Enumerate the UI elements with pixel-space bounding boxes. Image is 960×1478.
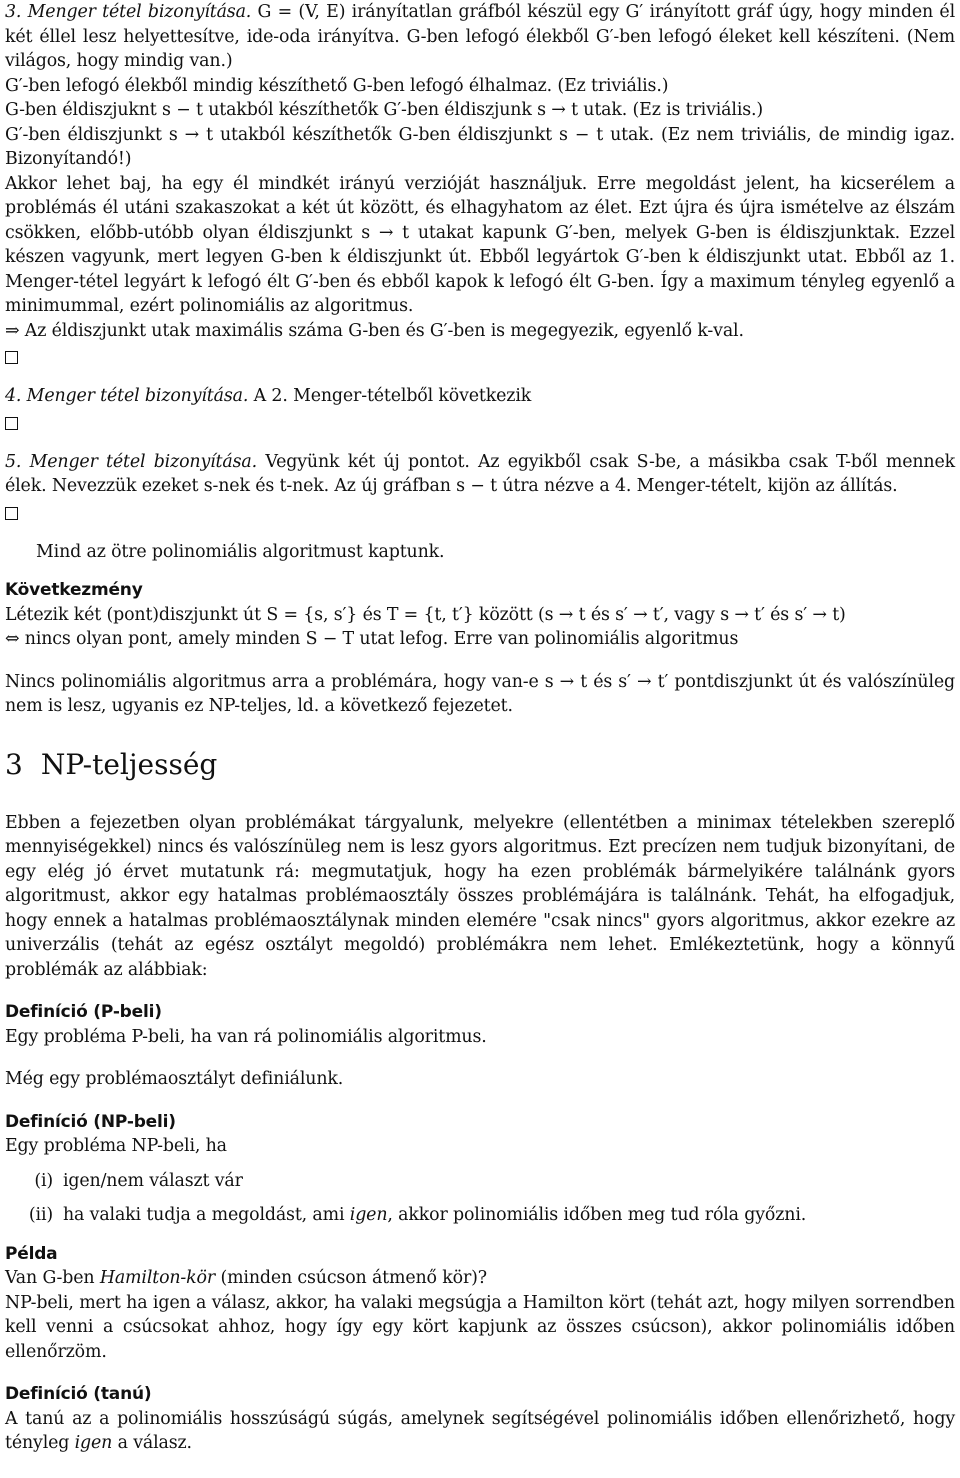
section-heading [5,749,955,781]
menger-5-proof-paragraph [5,450,955,499]
qed-square-icon [5,351,18,364]
menger-4-proof-label: 4. Menger tétel bizonyítása. [5,386,249,406]
qed-square-icon [5,507,18,520]
section-number: 3 [5,747,23,781]
definition-np-list [5,1169,955,1228]
definition-np-heading: Definíció (NP-beli) [5,1111,176,1132]
summary-line: Mind az ötre polinomiális algoritmust kaptunk. [36,541,445,562]
qed-mark-3 [5,346,955,370]
list-item-text: igen/nem választ vár [63,1170,243,1191]
definition-witness-heading: Definíció (tanú) [5,1384,152,1404]
example-question-post: (minden csúcson átmenő kör)? [220,1268,487,1288]
menger-3-conclusion: ⇒ Az éldiszjunkt utak maximális száma G-ben és G′-ben is megegyezik, egyenlő k-val. [5,320,744,341]
example-question-emphasis: Hamilton-kör [99,1268,216,1288]
section-intro-paragraph: Ebben a fejezetben olyan problémákat tárgyalunk, melyekre (ellentétben a minimax tételekben szereplő mennyiségekkel) nincs és valószínüleg nem is lesz gyors algoritmus. Ezt precízen nem tudjuk bizonyítani, de egy elég jó érvet mutatunk rá: megmutatjuk, hogy ha ezen problémák bármelyikére találnánk gyors algoritmust, akkor egy hatalmas problémaosztály összes problémájára is találnánk. Tehát, ha elfogadjuk, hogy ennek a hatalmas problémaosztálynak minden elemére "csak nincs" gyors algoritmus, akkor ezekre az univerzális (tehát az egész osztályt megoldó) problémákra nem lehet. Emlékeztetünk, hogy a könnyű problémák az alábbiak: [5,812,955,980]
document-page [5,0,955,1456]
list-item-text-post: , akkor polinomiális időben meg tud róla győzni. [387,1205,807,1225]
menger-4-proof-paragraph [5,384,955,409]
menger-3-proof-paragraph [5,0,955,74]
qed-mark-4 [5,412,955,436]
definition-witness-text-main: A tanú az a polinomiális hosszúságú súgás, amelynek segítségével polinomiális időben ellenőrizhető, hogy tényleg [5,1408,955,1453]
definition-witness-text-end: a válasz. [117,1433,192,1453]
list-item-text-emphasis: igen [349,1205,388,1225]
menger-3-line-5: Akkor lehet baj, ha egy él mindkét irányú verzióját használjuk. Erre megoldást jelent, ha kicserélem a problémás él utáni szakaszokat a két út között, és elhagyhatom az élet. Ezt újra és újra ismételve az élszám csökken, előbb-utóbb olyan éldiszjunkt s → t utakat kapunk G′-ben, melyek G-ben is éldiszjunktak. Ezzel készen vagyunk, mert legyen G-ben k éldiszjunkt út. Ebből legyártok G′-ben k éldiszjunkt utat. Ebből az 1. Menger-tétel legyárt k lefogó élt G′-ben és ebből kapok k lefogó élt G-ben. Így a maximum tényleg egyenlő a minimummal, ezért polinomiális az algoritmus. [5,173,955,316]
definition-p-heading: Definíció (P-beli) [5,1002,162,1022]
list-item [5,1169,955,1194]
list-item-text-pre: ha valaki tudja a megoldást, ami [63,1205,345,1225]
qed-mark-5 [5,502,955,526]
example-heading: Példa [5,1243,58,1264]
menger-4-proof-text: A 2. Menger-tételből következik [253,386,532,406]
example-question-pre: Van G-ben [5,1268,95,1288]
np-complete-remark: Nincs polinomiális algoritmus arra a problémára, hogy van-e s → t és s′ → t′ pontdiszjunkt út és valószínüleg nem is lesz, ugyanis ez NP-teljes, ld. a következő fejezetet. [5,671,955,716]
kovetkezmeny-heading: Következmény [5,580,143,600]
example-answer: NP-beli, mert ha igen a válasz, akkor, ha valaki megsúgja a Hamilton kört (tehát azt, hogy milyen sorrendben kell venni a csúcsokat ahhoz, hogy így egy kört kapjunk az összes csúcson), akkor polinomiális időben ellenőrzöm. [5,1292,955,1362]
list-item-text [63,1203,806,1228]
menger-3-line-3: G-ben éldiszjuknt s − t utakból készíthetők G′-ben éldiszjunk s → t utak. (Ez is triviális.) [5,100,764,120]
definition-witness-emphasis: igen [74,1433,113,1453]
menger-3-proof-label: 3. Menger tétel bizonyítása. [5,2,252,22]
menger-5-proof-text: Vegyünk két új pontot. Az egyikből csak S-be, a másikba csak T-ből mennek élek. Nevezzük ezeket s-nek és t-nek. Az új gráfban s − t útra nézve a 4. Menger-tételt, kijön az állítás. [5,451,956,496]
definition-np-text: Egy probléma NP-beli, ha [5,1136,227,1156]
kovetkezmeny-line-2: ⇔ nincs olyan pont, amely minden S − T utat lefog. Erre van polinomiális algoritmus [5,629,739,649]
qed-square-icon [5,417,18,430]
kovetkezmeny-line-1: Létezik két (pont)diszjunkt út S = {s, s′} és T = {t, t′} között (s → t és s′ → t′, vagy s → t′ és s′ → t) [5,604,846,625]
list-item [5,1203,955,1228]
menger-3-line-2: G′-ben lefogó élekből mindig készíthető G-ben lefogó élhalmaz. (Ez triviális.) [5,75,669,96]
example-question [5,1266,955,1291]
menger-3-proof-text: G = (V, E) irányítatlan gráfból készül egy G′ irányított gráf úgy, hogy minden él két éllel lesz helyettesítve, ide-oda irányítva. G-ben lefogó élekből G′-ben lefogó éleket kell készíteni. (Nem világos, hogy mindig van.) [5,2,955,71]
list-item-label: (i) [34,1170,53,1191]
section-title: NP-teljesség [40,747,218,781]
menger-5-proof-label: 5. Menger tétel bizonyítása. [5,451,257,472]
definition-witness-text [5,1407,955,1456]
definition-p-text: Egy probléma P-beli, ha van rá polinomiális algoritmus. [5,1026,487,1047]
menger-3-line-4: G′-ben éldiszjunkt s → t utakból készíthetők G-ben éldiszjunkt s − t utak. (Ez nem triviális, de mindig igaz. Bizonyítandó!) [5,124,955,169]
another-class-line: Még egy problémaosztályt definiálunk. [5,1069,344,1089]
list-item-label: (ii) [28,1205,53,1225]
